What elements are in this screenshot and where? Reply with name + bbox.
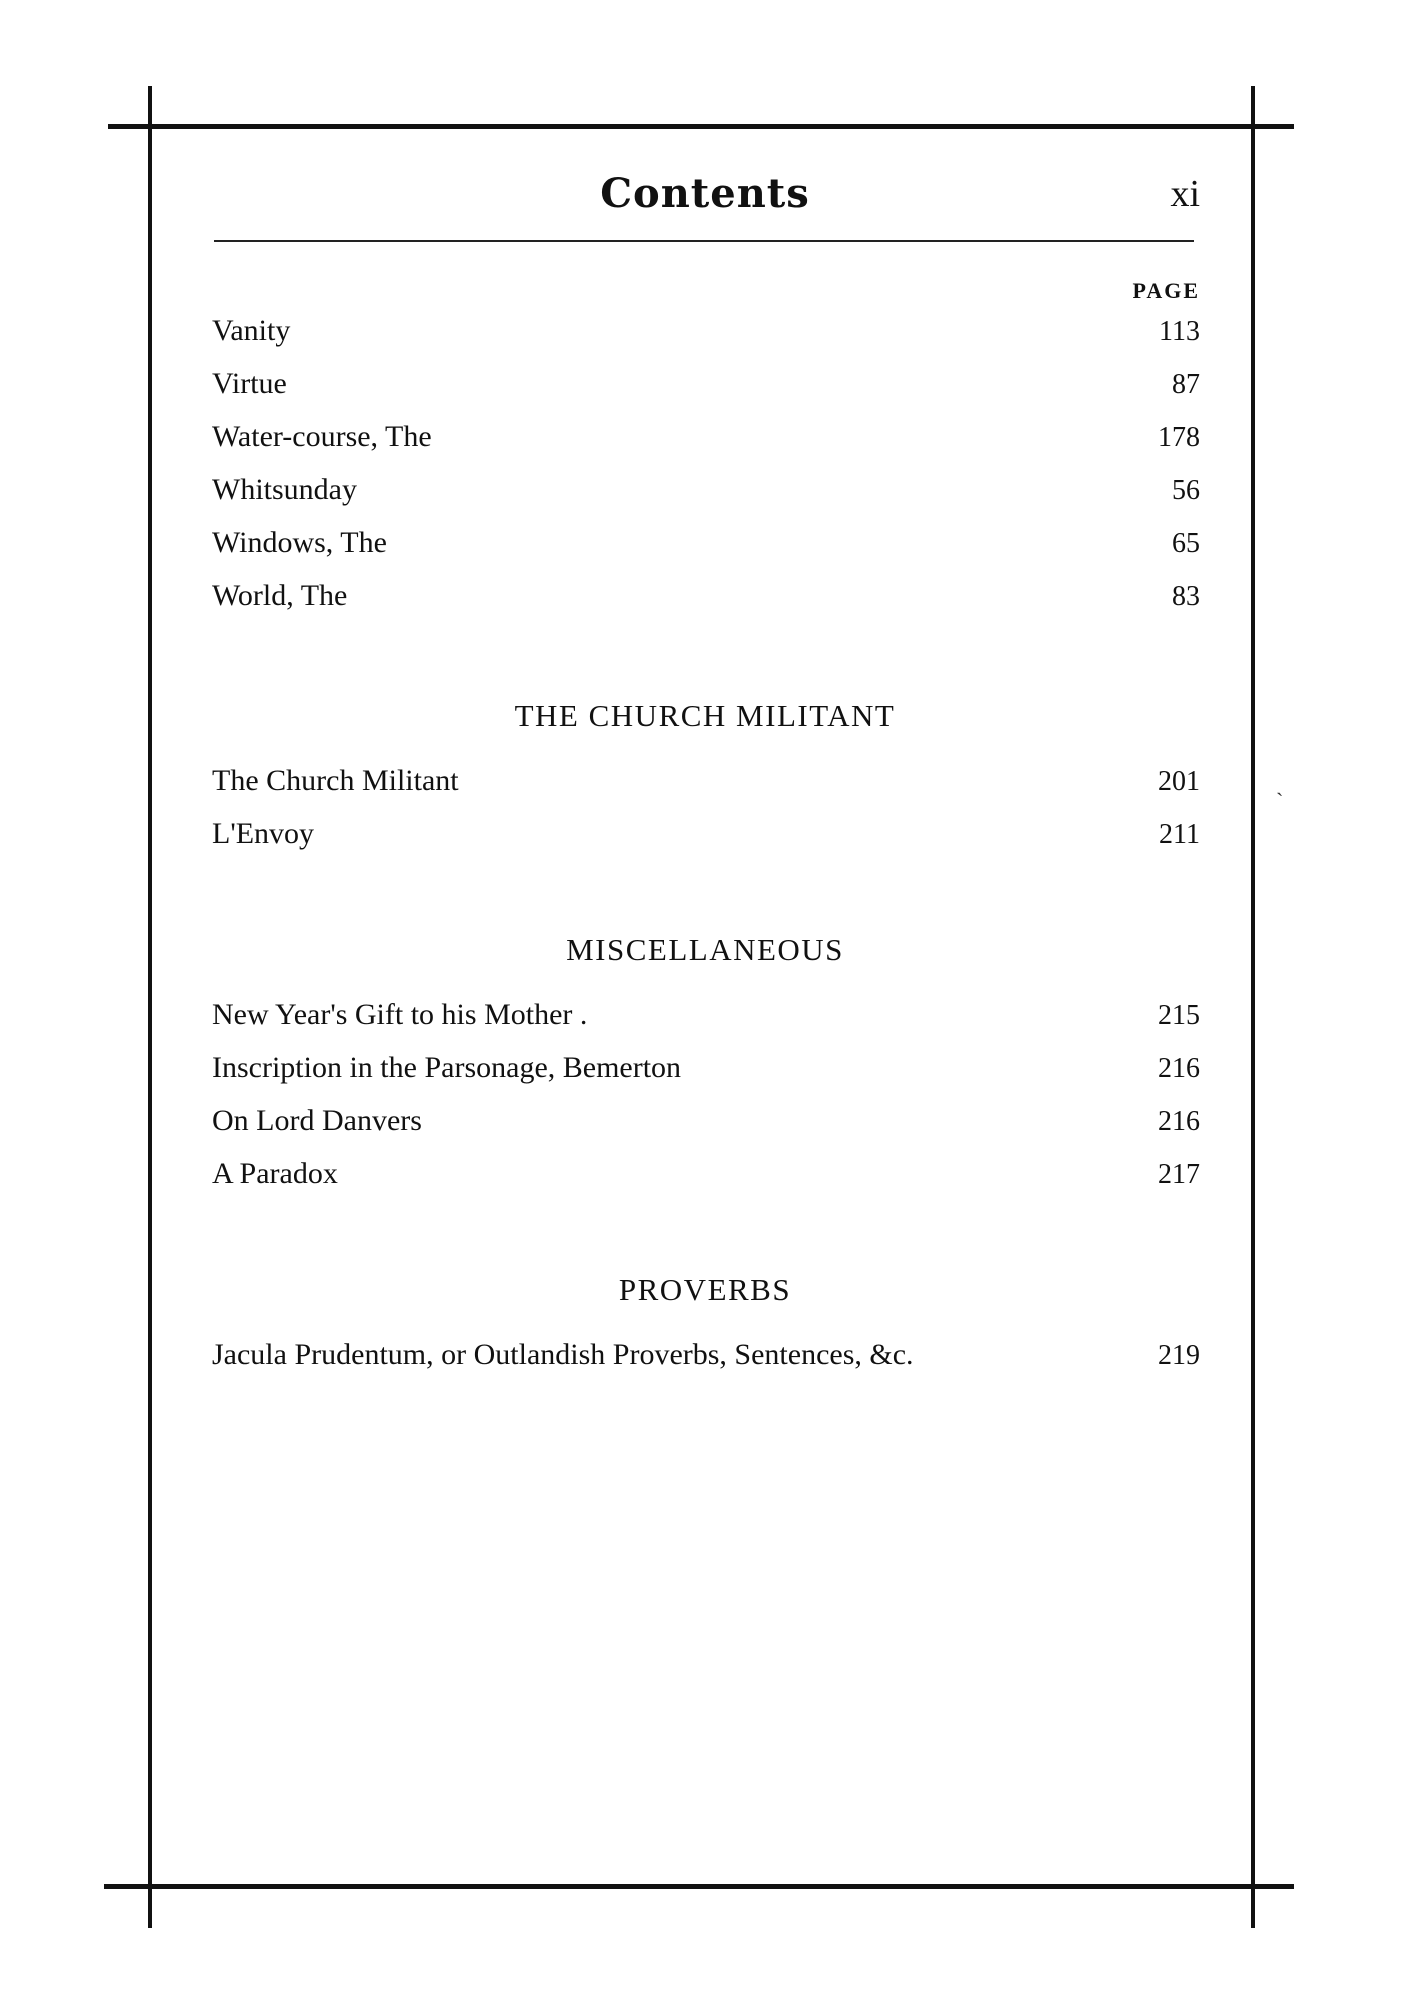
toc-entry <box>210 579 1200 632</box>
entry-title: Virtue <box>212 367 287 400</box>
entry-page: 87 <box>1172 369 1200 400</box>
running-title: Contents <box>600 170 810 217</box>
entry-title: Vanity <box>212 314 291 347</box>
entry-title: Windows, The <box>212 526 387 559</box>
toc-entry <box>210 998 1200 1051</box>
entries-church-militant <box>210 764 1200 870</box>
entry-title: New Year's Gift to his Mother . <box>212 998 588 1031</box>
entry-title: Jacula Prudentum, or Outlandish Proverbs, Sentences, &c. <box>212 1338 914 1371</box>
entry-page: 113 <box>1159 316 1200 347</box>
entry-title: The Church Militant <box>212 764 459 797</box>
entries-top <box>210 314 1200 632</box>
frame-bottom-rule <box>104 1884 1294 1889</box>
entry-page: 56 <box>1172 475 1200 506</box>
entry-page: 216 <box>1158 1106 1200 1137</box>
entry-page: 178 <box>1158 422 1200 453</box>
toc-entry <box>210 1157 1200 1210</box>
entry-title: A Paradox <box>212 1157 338 1190</box>
entry-page: 65 <box>1172 528 1200 559</box>
toc-entry <box>210 367 1200 420</box>
entry-title: Inscription in the Parsonage, Bemerton <box>212 1051 682 1084</box>
toc-entry <box>210 764 1200 817</box>
entry-page: 217 <box>1158 1159 1200 1190</box>
section-heading-miscellaneous: MISCELLANEOUS <box>566 932 844 967</box>
entry-page: 219 <box>1158 1340 1200 1371</box>
toc-entry <box>210 420 1200 473</box>
entry-title: Whitsunday <box>212 473 357 506</box>
stray-mark: ˋ <box>1276 788 1284 813</box>
toc-entry <box>210 473 1200 526</box>
toc-entry <box>210 1104 1200 1157</box>
entries-proverbs <box>210 1338 1200 1391</box>
running-head <box>210 160 1200 226</box>
entry-title: On Lord Danvers <box>212 1104 422 1137</box>
entries-miscellaneous <box>210 998 1200 1210</box>
entry-title: World, The <box>212 579 348 612</box>
toc-entry <box>210 817 1200 870</box>
section-heading-proverbs: PROVERBS <box>618 1272 792 1307</box>
toc-entry <box>210 1051 1200 1104</box>
toc-entry <box>210 526 1200 579</box>
entry-page: 83 <box>1172 581 1200 612</box>
contents-page <box>210 160 1200 1391</box>
frame-top-rule <box>108 124 1294 129</box>
head-rule <box>214 240 1194 242</box>
entry-title: L'Envoy <box>212 817 315 850</box>
entry-page: 215 <box>1158 1000 1200 1031</box>
entry-page: 201 <box>1158 766 1200 797</box>
toc-entry <box>210 1338 1200 1391</box>
frame-right-rule <box>1251 86 1255 1928</box>
page-column-label: PAGE <box>1132 278 1200 303</box>
entry-page: 216 <box>1158 1053 1200 1084</box>
frame-left-rule <box>148 86 152 1928</box>
entry-page: 211 <box>1159 819 1200 850</box>
page-folio: xi <box>1170 173 1200 215</box>
section-heading-church-militant: THE CHURCH MILITANT <box>514 698 896 733</box>
toc-entry <box>210 314 1200 367</box>
entry-title: Water-course, The <box>212 420 432 453</box>
